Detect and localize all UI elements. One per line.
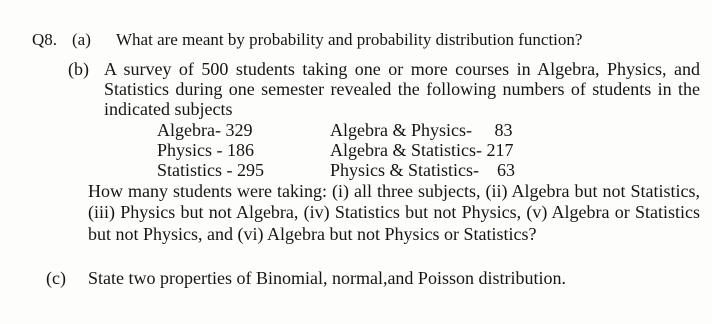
part-a-label: (a) bbox=[72, 30, 91, 49]
count-statistics: Statistics - 295 bbox=[157, 160, 264, 180]
part-a-text: What are meant by probability and probability distribution function? bbox=[116, 30, 583, 49]
count-physics-statistics: Physics & Statistics- 63 bbox=[330, 160, 516, 180]
part-c-label: (c) bbox=[46, 268, 66, 288]
part-b-question-line-3: but not Physics, and (vi) Algebra but not Physics or Statistics? bbox=[88, 224, 537, 244]
part-b-intro-line-3: indicated subjects bbox=[104, 99, 233, 119]
question-number: Q8. bbox=[32, 30, 58, 49]
count-physics: Physics - 186 bbox=[157, 140, 255, 160]
part-b-question-line-2: (iii) Physics but not Algebra, (iv) Statistics but not Physics, (v) Algebra or Statistics bbox=[88, 202, 700, 222]
count-algebra-physics: Algebra & Physics- 83 bbox=[330, 120, 513, 140]
part-c-text: State two properties of Binomial, normal,and Poisson distribution. bbox=[88, 268, 566, 288]
count-algebra: Algebra- 329 bbox=[157, 120, 253, 140]
part-b-intro-line-2: Statistics during one semester revealed the following numbers of students in the bbox=[104, 79, 700, 99]
part-b-intro-line-1: A survey of 500 students taking one or more courses in Algebra, Physics, and bbox=[104, 59, 700, 79]
count-algebra-statistics: Algebra & Statistics- 217 bbox=[330, 140, 514, 160]
part-b-label: (b) bbox=[68, 59, 89, 79]
part-b-question-line-1: How many students were taking: (i) all three subjects, (ii) Algebra but not Statistics, bbox=[88, 181, 700, 201]
